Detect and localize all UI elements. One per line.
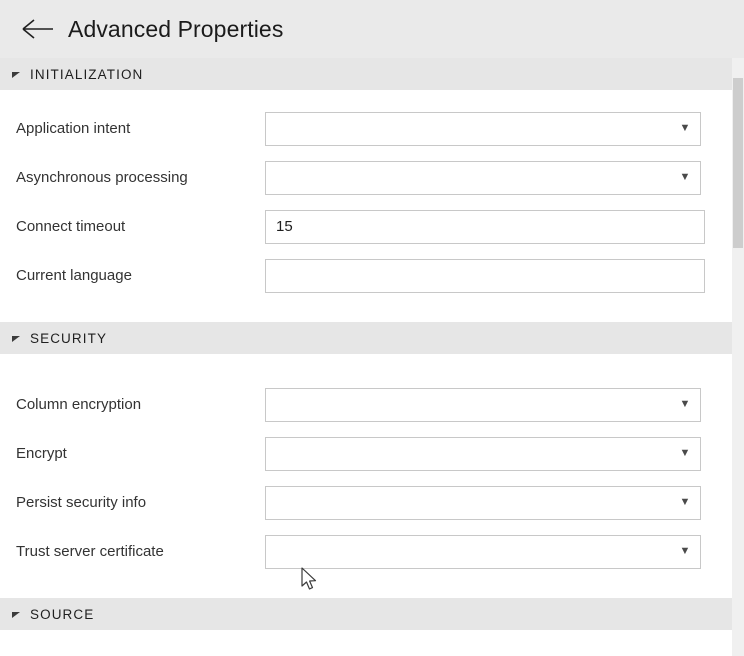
property-row-trust-server-certificate [0,527,732,576]
row-spacer [0,358,732,380]
arrow-left-icon [22,18,54,40]
property-label: Trust server certificate [16,543,164,560]
section-header-source[interactable] [0,598,732,630]
page-header [0,0,744,58]
properties-list [0,58,732,656]
chevron-down-icon[interactable]: ▼ [679,496,691,508]
encrypt-combobox[interactable] [265,437,701,471]
property-label: Column encryption [16,396,142,413]
property-row-persist-security-info [0,478,732,527]
property-label: Encrypt [16,445,67,462]
section-header-security[interactable] [0,322,732,354]
asynchronous-processing-combobox[interactable] [265,161,701,195]
persist-security-info-combobox[interactable] [265,486,701,520]
connect-timeout-input[interactable] [265,210,705,244]
section-rows-initialization [0,90,732,322]
property-row-column-encryption [0,380,732,429]
property-label: Application intent [16,120,131,137]
connect-timeout-value: 15 [276,218,293,235]
page-title: Advanced Properties [68,15,284,42]
chevron-down-icon[interactable]: ▼ [679,447,691,459]
property-row-encrypt [0,429,732,478]
chevron-down-icon[interactable]: ▼ [679,122,691,134]
back-button[interactable] [16,7,60,51]
trust-server-certificate-combobox[interactable] [265,535,701,569]
section-title-security: SECURITY [30,330,108,346]
chevron-down-icon[interactable]: ▼ [679,545,691,557]
property-row-application-intent [0,104,732,153]
application-intent-combobox[interactable] [265,112,701,146]
scrollbar-thumb[interactable] [733,78,743,248]
property-label: Current language [16,267,132,284]
section-title-source: SOURCE [30,606,95,622]
vertical-scrollbar[interactable] [732,58,744,656]
current-language-input[interactable] [265,259,705,293]
property-label: Asynchronous processing [16,169,188,186]
property-row-current-language [0,251,732,300]
section-rows-security [0,354,732,598]
column-encryption-combobox[interactable] [265,388,701,422]
property-label: Persist security info [16,494,147,511]
section-spacer [0,300,732,322]
property-row-connect-timeout [0,202,732,251]
caret-down-icon [8,606,24,622]
caret-down-icon [8,330,24,346]
section-header-initialization[interactable] [0,58,732,90]
section-spacer [0,576,732,598]
chevron-down-icon[interactable]: ▼ [679,398,691,410]
properties-scroll-container [0,58,744,656]
row-spacer [0,94,732,104]
property-row-asynchronous-processing [0,153,732,202]
caret-down-icon [8,66,24,82]
chevron-down-icon[interactable]: ▼ [679,171,691,183]
property-label: Connect timeout [16,218,126,235]
section-title-initialization: INITIALIZATION [30,66,144,82]
